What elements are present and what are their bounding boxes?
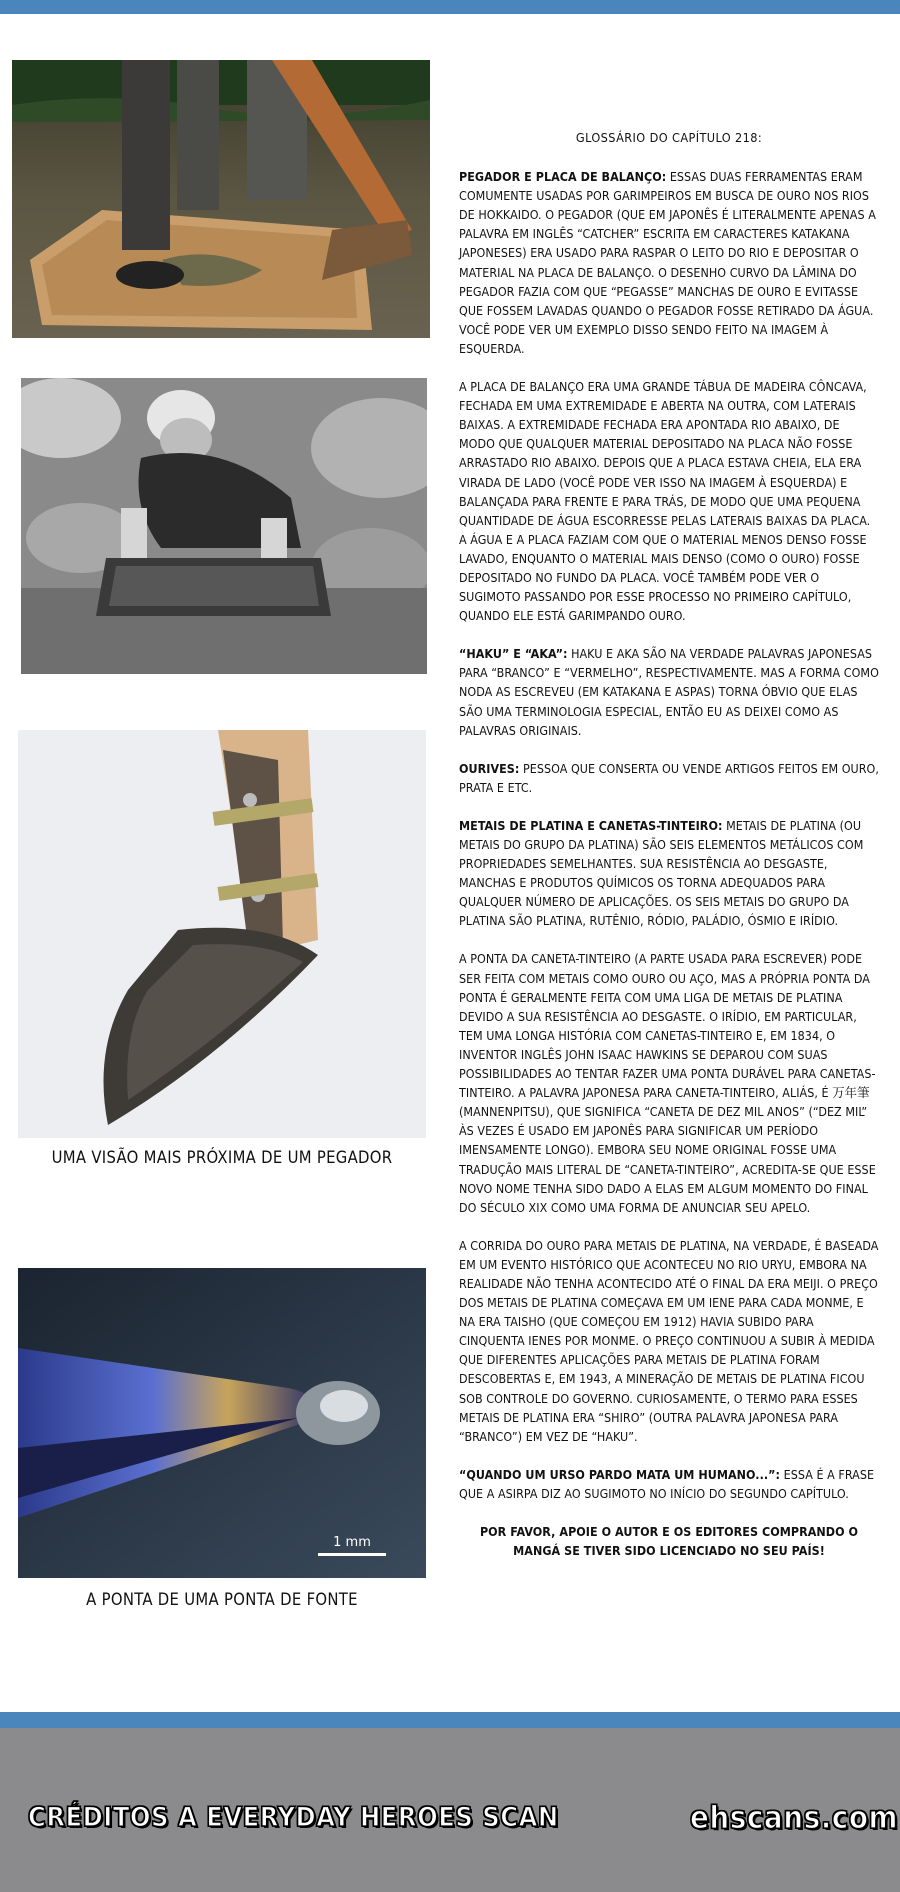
glossary-definition: HAKU E AKA SÃO NA VERDADE PALAVRAS JAPONESAS PARA “BRANCO” E “VERMELHO”, RESPECTIVAMENTE. MAS A FORMA COMO NODA AS ESCREVEU (EM KATAKANA E ASPAS) TORNA ÓBVIO QUE ELAS SÃO UMA TERMINOLOGIA ESPECIAL, ENTÃO EU AS DEIXEI COMO AS PALAVRAS ORIGINAIS. [459,646,879,738]
caption-catcher-closeup: UMA VISÃO MAIS PRÓXIMA DE UM PEGADOR [51,1148,393,1167]
glossary-entry-brown-bear [459,1465,879,1503]
glossary-entry-ourives [459,759,879,797]
photo-man-panning [21,378,427,674]
glossary-definition: ESSA É A FRASE QUE A ASIRPA DIZ AO SUGIMOTO NO INÍCIO DO SEGUNDO CAPÍTULO. [459,1466,875,1501]
footer-credits-banner [0,1728,900,1892]
glossary-entry-pen-tip: A PONTA DA CANETA-TINTEIRO (A PARTE USADA PARA ESCREVER) PODE SER FEITA COM METAIS COMO OURO OU AÇO, MAS A PRÓPRIA PONTA DA PONTA É GERALMENTE FEITA COM UMA LIGA DE METAIS DE PLATINA DEVIDO A SUA RESISTÊNCIA AO DESGASTE. O IRÍDIO, EM PARTICULAR, TEM UMA LONGA HISTÓRIA COM CANETAS-TINTEIRO E, EM 1834, O INVENTOR INGLÊS JOHN ISAAC HAWKINS SE DEPAROU COM SUAS POSSIBILIDADES AO TENTAR FAZER UMA PONTA DURÁVEL PARA CANETAS-TINTEIRO. A PALAVRA JAPONESA PARA CANETA-TINTEIRO, ALIÁS, É 万年筆 (MANNENPITSU), QUE SIGNIFICA “CANETA DE DEZ MIL ANOS” (“DEZ MIL” ÀS VEZES É USADO EM JAPONÊS PARA SIGNIFICAR UM PERÍODO IMENSAMENTE LONGO). EMBORA SEU NOME ORIGINAL FOSSE UMA TRADUÇÃO MAIS LITERAL DE “CANETA-TINTEIRO”, ACREDITA-SE QUE ESSE NOVO NOME TENHA SIDO DADO A ELAS EM ALGUM MOMENTO DO FINAL DO SÉCULO XIX COMO UMA FORMA DE ANUNCIAR SEU APELO. [459,951,876,1215]
glossary-term: OURIVES: [459,760,520,776]
glossary-term: METAIS DE PLATINA E CANETAS-TINTEIRO: [459,817,723,833]
glossary-definition: ESSAS DUAS FERRAMENTAS ERAM COMUMENTE USADAS POR GARIMPEIROS EM BUSCA DE OURO NOS RIOS DE HOKKAIDO. O PEGADOR (QUE EM JAPONÊS É LITERALMENTE APENAS A PALAVRA EM INGLÊS “CATCHER” ESCRITA EM CARACTERES KATAKANA JAPONESES) ERA USADO PARA RASPAR O LEITO DO RIO E DEPOSITAR O MATERIAL NA PLACA DE BALANÇO. O DESENHO CURVO DA LÂMINA DO PEGADOR FAZIA COM QUE “PEGASSE” MANCHAS DE OURO E EVITASSE QUE FOSSEM LAVADAS QUANDO O PEGADOR FOSSE RETIRADO DA ÁGUA. VOCÊ PODE VER UM EXEMPLO DISSO SENDO FEITO NA IMAGEM À ESQUERDA. [459,169,876,356]
photo-pen-nib-tip [18,1268,426,1578]
caption-pen-tip: A PONTA DE UMA PONTA DE FONTE [86,1590,358,1609]
glossary-definition: METAIS DE PLATINA (OU METAIS DO GRUPO DA PLATINA) SÃO SEIS ELEMENTOS METÁLICOS COM PROPRIEDADES SEMELHANTES. SUA RESISTÊNCIA AO DESGASTE, MANCHAS E PRODUTOS QUÍMICOS OS TORNA ADEQUADOS PARA QUALQUER NÚMERO DE APLICAÇÕES. OS SEIS METAIS DO GRUPO DA PLATINA SÃO PLATINA, RUTÊNIO, RÓDIO, PALÁDIO, ÓSMIO E IRÍDIO. [459,817,864,929]
glossary-entry-platinum-metals [459,816,879,931]
glossary-entry-rocker-board: A PLACA DE BALANÇO ERA UMA GRANDE TÁBUA DE MADEIRA CÔNCAVA, FECHADA EM UMA EXTREMIDADE E ABERTA NA OUTRA, COM LATERAIS BAIXAS. A EXTREMIDADE FECHADA ERA APONTADA RIO ABAIXO, DE MODO QUE QUALQUER MATERIAL DEPOSITADO NA PLACA NÃO FOSSE ARRASTADO RIO ABAIXO. DEPOIS QUE A PLACA ESTAVA CHEIA, ELA ERA VIRADA DE LADO (VOCÊ PODE VER ISSO NA IMAGEM À ESQUERDA) E BALANÇADA PARA FRENTE E PARA TRÁS, DE MODO QUE UMA PEQUENA QUANTIDADE DE ÁGUA ESCORRESSE PELAS LATERAIS BAIXAS DA PLACA. A ÁGUA E A PLACA FAZIAM COM QUE O MATERIAL MENOS DENSO FOSSE LAVADO, ENQUANTO O MATERIAL MAIS DENSO (COMO O OURO) FOSSE DEPOSITADO NO FUNDO DA PLACA. VOCÊ TAMBÉM PODE VER O SUGIMOTO PASSANDO POR ESSE PROCESSO NO PRIMEIRO CAPÍTULO, QUANDO ELE ESTÁ GARIMPANDO OURO. [459,379,871,624]
glossary-column [459,128,879,1579]
top-accent-bar [0,0,900,14]
scan-site-link[interactable]: ehscans.com [690,1800,899,1836]
glossary-entry-catcher-board [459,167,879,358]
photo-catcher-closeup [18,730,426,1138]
scan-credits: CRÉDITOS A EVERYDAY HEROES SCAN [28,1802,559,1833]
scale-bar-label: 1 mm [333,1535,371,1550]
photo-catcher-in-river [12,60,430,338]
footer-accent-bar [0,1712,900,1728]
glossary-definition: PESSOA QUE CONSERTA OU VENDE ARTIGOS FEITOS EM OURO, PRATA E ETC. [459,760,879,795]
glossary-entry-gold-rush: A CORRIDA DO OURO PARA METAIS DE PLATINA, NA VERDADE, É BASEADA EM UM EVENTO HISTÓRICO QUE ACONTECEU NO RIO URYU, EMBORA NA REALIDADE NÃO TENHA ACONTECIDO ATÉ O FINAL DA ERA MEIJI. O PREÇO DOS METAIS DE PLATINA COMEÇAVA EM UM IENE PARA CADA MONME, E NA ERA TAISHO (QUE COMEÇOU EM 1912) HAVIA SUBIDO PARA CINQUENTA IENES POR MONME. O PREÇO CONTINUOU A SUBIR À MEDIDA QUE DIFERENTES APLICAÇÕES PARA METAIS DE PLATINA FORAM DESCOBERTAS E, EM 1943, A MINERAÇÃO DE METAIS DE PLATINA FICOU SOB CONTROLE DO GOVERNO. CURIOSAMENTE, O TERMO PARA ESSES METAIS DE PLATINA ERA “SHIRO” (OUTRA PALAVRA JAPONESA PARA “BRANCO”) EM VEZ DE “HAKU”. [459,1237,879,1444]
glossary-entry-haku-aka [459,644,879,739]
glossary-term: “HAKU” E “AKA”: [459,646,568,662]
support-author-note: POR FAVOR, APOIE O AUTOR E OS EDITORES COMPRANDO O MANGÁ SE TIVER SIDO LICENCIADO NO SEU PAÍS! [479,1524,859,1559]
glossary-term: “QUANDO UM URSO PARDO MATA UM HUMANO...”: [459,1466,781,1482]
glossary-title: GLOSSÁRIO DO CAPÍTULO 218: [575,130,763,145]
glossary-term: PEGADOR E PLACA DE BALANÇO: [459,169,667,185]
